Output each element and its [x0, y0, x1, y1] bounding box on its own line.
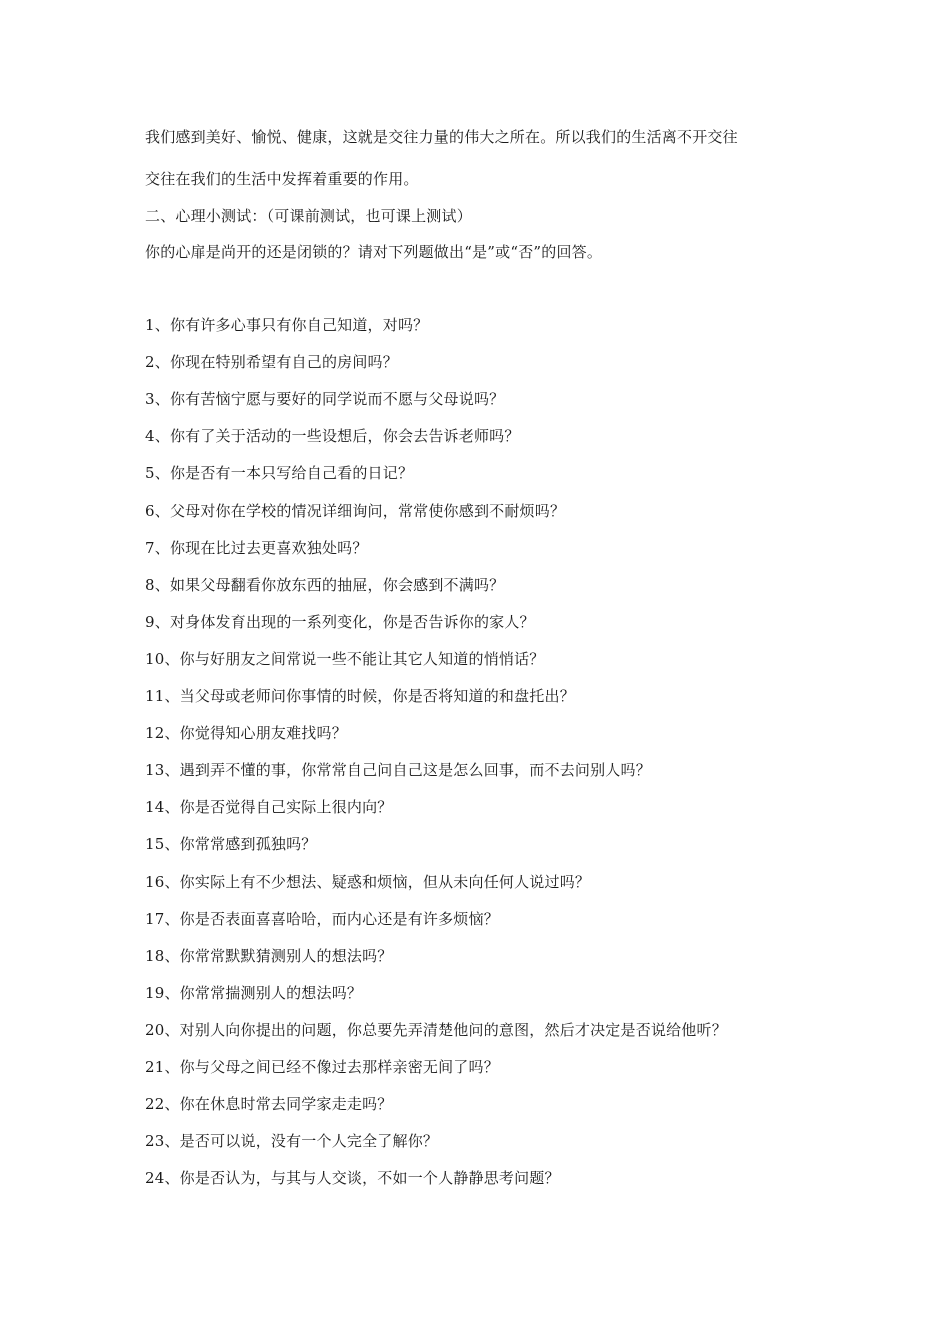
- question-item: 12、你觉得知心朋友难找吗？: [145, 724, 347, 742]
- question-item: 19、你常常揣测别人的想法吗？: [145, 984, 363, 1002]
- question-item: 4、你有了关于活动的一些设想后，你会去告诉老师吗？: [145, 427, 520, 445]
- question-item: 7、你现在比过去更喜欢独处吗？: [145, 539, 368, 557]
- question-item: 18、你常常默默猜测别人的想法吗？: [145, 947, 393, 965]
- question-item: 20、对别人向你提出的问题，你总要先弄清楚他问的意图，然后才决定是否说给他听？: [145, 1021, 727, 1039]
- question-item: 8、如果父母翻看你放东西的抽屉，你会感到不满吗？: [145, 576, 505, 594]
- question-item: 22、你在休息时常去同学家走走吗？: [145, 1095, 393, 1113]
- question-item: 9、对身体发育出现的一系列变化，你是否告诉你的家人？: [145, 613, 535, 631]
- question-item: 2、你现在特别希望有自己的房间吗？: [145, 353, 398, 371]
- question-item: 15、你常常感到孤独吗？: [145, 835, 317, 853]
- question-item: 11、当父母或老师问你事情的时候，你是否将知道的和盘托出？: [145, 687, 575, 705]
- question-item: 5、你是否有一本只写给自己看的日记？: [145, 464, 414, 482]
- question-item: 17、你是否表面喜喜哈哈，而内心还是有许多烦恼？: [145, 910, 499, 928]
- question-item: 21、你与父母之间已经不像过去那样亲密无间了吗？: [145, 1058, 499, 1076]
- question-item: 1、你有许多心事只有你自己知道，对吗？: [145, 316, 429, 334]
- question-item: 23、是否可以说，没有一个人完全了解你？: [145, 1132, 439, 1150]
- section-heading: 二、心理小测试：（可课前测试，也可课上测试）: [145, 207, 472, 225]
- question-item: 13、遇到弄不懂的事，你常常自己问自己这是怎么回事，而不去问别人吗？: [145, 761, 651, 779]
- intro-paragraph-line-1: 我们感到美好、愉悦、健康，这就是交往力量的伟大之所在。所以我们的生活离不开交往: [145, 128, 738, 146]
- question-item: 24、你是否认为，与其与人交谈，不如一个人静静思考问题？: [145, 1169, 560, 1187]
- question-item: 6、父母对你在学校的情况详细询问，常常使你感到不耐烦吗？: [145, 502, 566, 520]
- question-item: 10、你与好朋友之间常说一些不能让其它人知道的悄悄话？: [145, 650, 545, 668]
- question-item: 14、你是否觉得自己实际上很内向？: [145, 798, 393, 816]
- question-item: 3、你有苦恼宁愿与要好的同学说而不愿与父母说吗？: [145, 390, 505, 408]
- test-instruction: 你的心扉是尚开的还是闭锁的？请对下列题做出“是”或“否”的回答。: [145, 243, 603, 261]
- intro-paragraph-line-2: 交往在我们的生活中发挥着重要的作用。: [145, 170, 419, 188]
- question-item: 16、你实际上有不少想法、疑惑和烦恼，但从未向任何人说过吗？: [145, 873, 591, 891]
